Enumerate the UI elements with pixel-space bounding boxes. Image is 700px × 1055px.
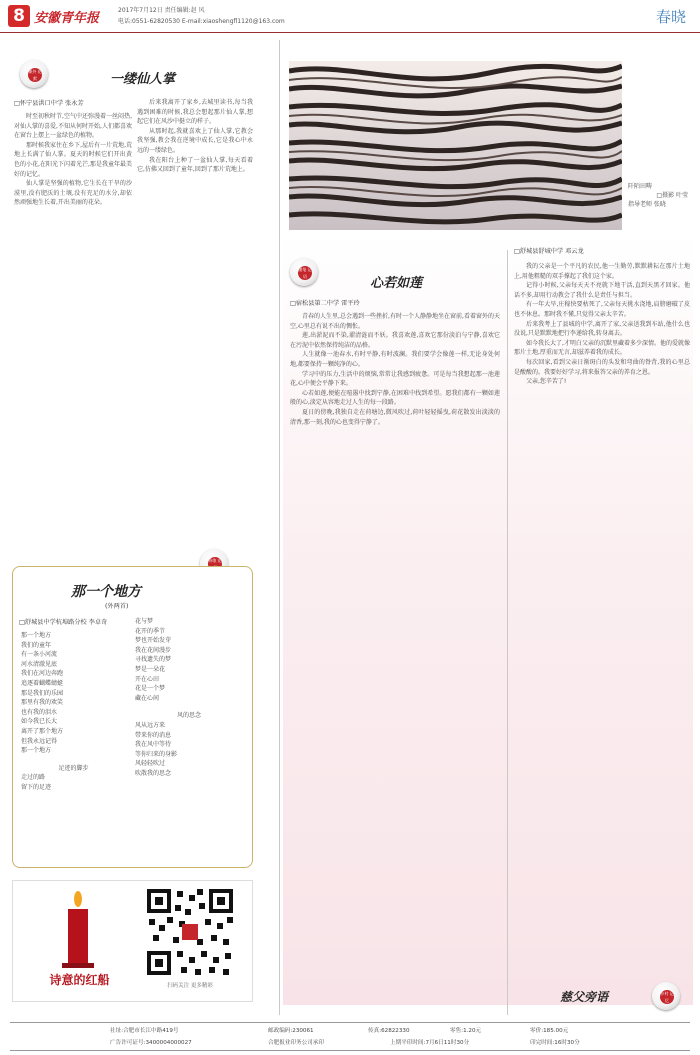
paragraph: 学习中的压力,生活中的烦恼,常常让我感到疲惫。可是每当我想起那一池莲花,心中便会平静下来。 [290, 370, 500, 388]
paragraph: 每次回家,看到父亲日渐斑白的头发和弯曲的脊背,我的心里总是酸酸的。我要好好学习,将来报答父亲的养育之恩。 [514, 358, 690, 376]
paragraph: 父亲,您辛苦了! [526, 378, 567, 386]
poem-line: 风从远方来 [135, 721, 166, 729]
column-badge [652, 982, 680, 1010]
poem-line: 花是一个梦 [135, 685, 166, 693]
column-divider [507, 250, 508, 1015]
poem-line: 等你归来的身影 [135, 750, 178, 758]
paragraph: 那时候我家住在乡下,屋后有一片荒地,荒地上长满了仙人掌。夏天的时候它们开出黄色的小花,在阳光下闪着光芒,那是我童年最美好的记忆。 [14, 141, 132, 178]
poem-col2 [135, 617, 243, 779]
column-badge [290, 258, 318, 286]
photo-caption-line: 指导老师 张晓 [628, 201, 666, 208]
paragraph: 心若如莲,便能在喧嚣中找到宁静,在困难中找到希望。愿我们都有一颗如莲般的心,淡定从容地走过人生的每一段路。 [290, 389, 500, 407]
issue-number: 8 [8, 5, 30, 27]
poem-line: 我们的童年 [21, 641, 52, 649]
poem-line: 我在花间漫步 [135, 646, 172, 654]
poem-col1 [21, 631, 126, 793]
poem-byline: □舒城县中学杭埠路分校 李卓奇 [19, 619, 108, 626]
paragraph: 莲,出淤泥而不染,濯清涟而不妖。我喜欢莲,喜欢它那份淡泊与宁静,喜欢它在污泥中依然保持纯洁的品格。 [290, 332, 500, 349]
footer-printer: 合肥报业印务公司承印 [268, 1040, 324, 1046]
poem-line: 那里有我的欢笑 [21, 699, 64, 707]
footer-annual-price: 零价:185.00元 [530, 1028, 569, 1034]
poem-line: 那是我们的乐园 [21, 689, 64, 697]
date-line: 2017年7月12日 责任编辑:赵 风 [118, 7, 205, 14]
qr-code-icon[interactable] [145, 887, 235, 977]
terrace-photo [289, 61, 622, 230]
poem-section-title: 风的思念 [176, 712, 201, 720]
footer-print-end: 印完时间:16时30分 [530, 1040, 580, 1046]
paragraph: 青春的人生里,总会遇到一些挫折,有时一个人静静地坐在窗前,看着窗外的天空,心里总有说不出的惆怅。 [290, 313, 500, 330]
photo-caption-line: 阡陌田畴 [628, 183, 653, 190]
footer-fax: 传真:62822330 [368, 1028, 410, 1034]
masthead [0, 0, 700, 33]
article1-col2 [137, 98, 253, 543]
column-badge [20, 60, 48, 88]
badge-label: 乡村 记忆 [660, 991, 674, 1003]
poem-line: 那一个地方 [21, 632, 52, 639]
contact-line: 电话:0551-62820530 E-mail:xiaoshengfl1120@163.com [118, 18, 285, 25]
paragraph: 时至初秋时节,空气中还弥漫着一丝闷热,对仙人掌的喜爱,不知从何时开始,人们都喜欢在窗台上摆上一盆绿色的植物。 [14, 113, 132, 140]
column-divider [279, 40, 280, 1015]
paragraph: 有一年大旱,庄稼快要枯死了,父亲每天挑水浇地,肩膀磨破了皮也不休息。那时我不懂,只觉得父亲太辛苦。 [514, 301, 690, 318]
poem-line: 那一个地方 [21, 747, 52, 755]
paragraph: 我的父亲是一个平凡的农民,他一生勤劳,默默耕耘在那片土地上,用他粗糙的双手撑起了我们这个家。 [514, 263, 690, 280]
poem-line: 离开了那个地方 [21, 727, 64, 735]
article4-title: 慈父旁语 [560, 990, 609, 1004]
article3-body [514, 262, 690, 962]
poem-line: 寻找遗失的梦 [135, 656, 172, 664]
paragraph: 后来我考上了县城的中学,离开了家,父亲送我到车站,他什么也没说,只是默默地把行李递给我,转身离去。 [514, 320, 690, 338]
poem-line: 如今我已长大 [21, 718, 58, 726]
poem-line: 梦也开始发芽 [135, 637, 172, 645]
footer [10, 1022, 690, 1051]
photo-caption [628, 182, 688, 209]
poem-line: 有一条小河流 [21, 651, 58, 659]
ad-title: 诗意的红船 [49, 973, 110, 987]
poem-line: 留下的足迹 [21, 783, 52, 791]
paragraph: 仙人掌是坚强的植物,它生长在干旱的沙漠里,没有肥沃的土壤,没有充足的水分,却依然顽强地生长着,开出美丽的花朵。 [14, 180, 132, 207]
badge-label: 诗歌 花 [208, 557, 222, 571]
article3-byline: □舒城县舒城中学 邓云龙 [514, 248, 584, 255]
article2-byline: □宿松县第二中学 雷平玲 [290, 300, 360, 307]
poem-subtitle: (外两首) [105, 603, 129, 610]
paragraph: 夏日的傍晚,我独自走在荷塘边,微风吹过,荷叶轻轻摇曳,荷花散发出淡淡的清香,那一刻,我的心也变得宁静了。 [290, 408, 500, 426]
badge-label: 随笔 记语 [298, 267, 312, 279]
candle-icon [58, 889, 98, 969]
poem-section-title: 足迹的脚步 [58, 764, 89, 772]
ad-box [12, 880, 253, 1002]
poem-line: 河水清澈见底 [21, 660, 58, 668]
footer-retail-price: 零售:1.20元 [450, 1028, 482, 1034]
poem-title: 那一个地方 [71, 584, 141, 600]
poem-line: 花开的季节 [135, 627, 166, 635]
paragraph: 人生就像一池春水,有时平静,有时波澜。我们要学会像莲一样,无论身处何地,都要保持一颗纯净的心。 [290, 351, 500, 368]
paper-name: 安徽青年报 [34, 11, 100, 26]
poem-line: 带来你的消息 [135, 731, 172, 739]
article2-title: 心若如莲 [370, 276, 423, 291]
poem-line: 开在心田 [135, 675, 160, 683]
poem-line: 我在风中等待 [135, 741, 172, 749]
footer-license: 广告许可证号:3400004000027 [110, 1040, 192, 1046]
poem-line: 走过的路 [21, 774, 46, 782]
poem-section-title: 花与梦 [135, 618, 154, 625]
poem-line: 我们在河边奔跑 [21, 670, 64, 678]
paragraph: 我在阳台上种了一盆仙人掌,每天看着它,仿佛又回到了童年,回到了那片荒地上。 [137, 156, 253, 174]
paragraph: 记得小时候,父亲每天天不亮就下地干活,直到天黑才回家。他话不多,却用行动教会了我什么是责任与担当。 [514, 282, 690, 299]
paragraph: 如今我长大了,才明白父亲的沉默里藏着多少深情。他的爱就像那片土地,厚重而无言,却滋养着我的成长。 [514, 339, 690, 357]
badge-label: 课外 花絮 [28, 69, 42, 81]
footer-address: 社址:合肥市长江中路419号 [110, 1028, 179, 1034]
terrace-photo-image [289, 61, 622, 230]
poem-line: 吹散我的思念 [135, 769, 172, 777]
article1-title: 一缕仙人掌 [110, 72, 176, 87]
article1-col1 [14, 112, 132, 542]
photo-caption-line: □摄影 叶莹 [656, 192, 688, 199]
paragraph: 从那时起,我就喜欢上了仙人掌,它教会我坚强,教会我在逆境中成长,它是我心中永远的一缕绿色。 [137, 127, 253, 154]
poem-line: 梦是一朵花 [135, 665, 166, 673]
poem-line: 但我永远记得 [21, 737, 58, 745]
poem-line: 藏在心间 [135, 694, 160, 702]
footer-print-start: 上期平印时间:7月6日11时30分 [390, 1040, 470, 1046]
article1-byline: □怀宁县洪口中学 张永芳 [14, 100, 84, 107]
poem-line: 追逐着蝴蝶蜻蜓 [21, 679, 64, 687]
poem-line: 也有我的泪水 [21, 708, 58, 716]
article2-body [290, 312, 500, 1012]
ad-caption: 扫码关注 更多精彩 [167, 983, 213, 989]
poem-box [12, 566, 253, 868]
footer-postcode: 邮政编码:230061 [268, 1028, 314, 1034]
paragraph: 后来我离开了家乡,去城里读书,每当我遇到困难的时候,我总会想起那片仙人掌,想起它们在风沙中挺立的样子。 [137, 99, 253, 126]
section-name: 春晓 [655, 8, 686, 26]
poem-line: 风轻轻吹过 [135, 760, 166, 768]
